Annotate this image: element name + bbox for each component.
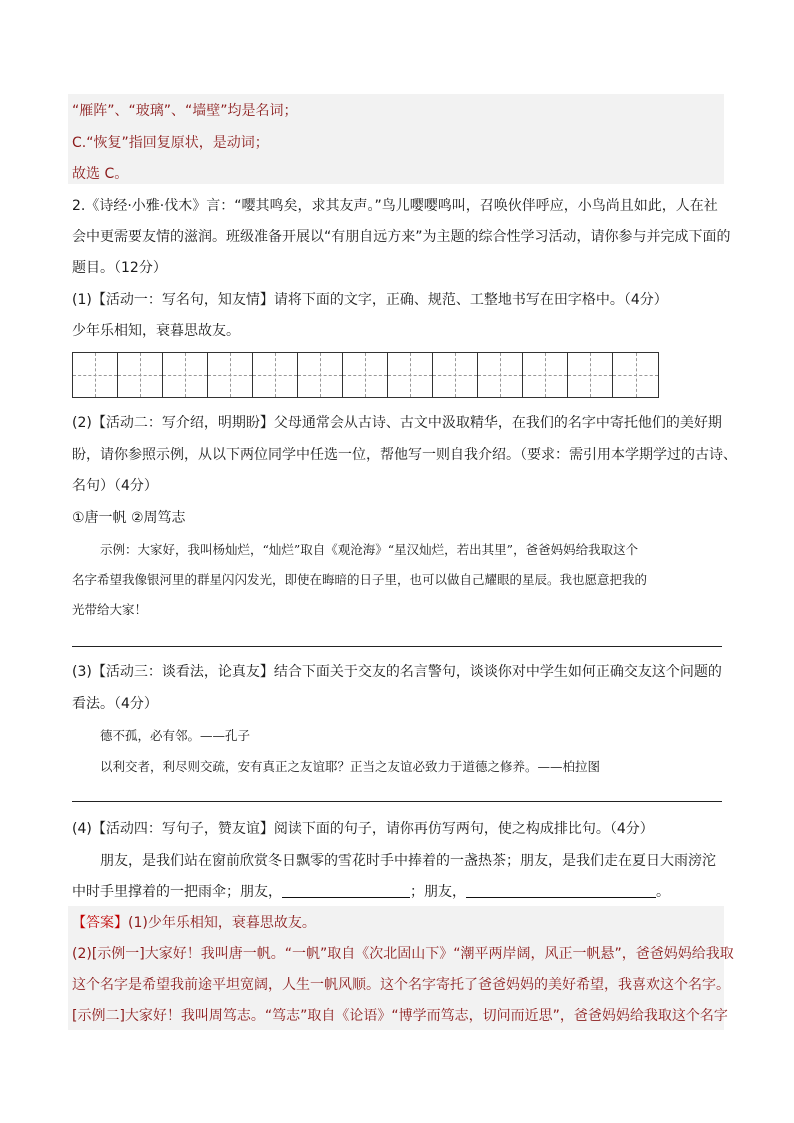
answer-2-line-1: (2)[示例一]大家好！我叫唐一帆。“一帆”取自《次北固山下》“潮平两岸阔，风正一帆悬”，爸爸妈妈给我取	[72, 946, 734, 962]
activity-2-options: ①唐一帆 ②周笃志	[72, 510, 186, 526]
quote-confucius: 德不孤，必有邻。——孔子	[100, 728, 251, 743]
grid-cell[interactable]	[253, 353, 298, 397]
grid-cell[interactable]	[613, 353, 658, 397]
grid-cell[interactable]	[343, 353, 388, 397]
answer-top-line-2: C.“恢复”指回复原状，是动词；	[72, 135, 269, 151]
grid-cell[interactable]	[478, 353, 523, 397]
sentence-2-part-c: 。	[656, 884, 670, 900]
grid-cell[interactable]	[118, 353, 163, 397]
grid-cell[interactable]	[388, 353, 433, 397]
answer-line-activity-3[interactable]	[72, 801, 722, 802]
question-intro-line-1: 2.《诗经·小雅·伐木》言：“嘤其鸣矣，求其友声。”鸟儿嘤嘤鸣叫，召唤伙伴呼应，小鸟尚且如此，人在社	[72, 198, 718, 214]
sentence-2-part-b: ；朋友，	[410, 884, 466, 900]
activity-1-text: 少年乐相知，衰暮思故友。	[72, 323, 240, 339]
grid-cell[interactable]	[298, 353, 343, 397]
activity-2-line-3: 名句）（4分）	[72, 478, 158, 494]
grid-cell[interactable]	[208, 353, 253, 397]
answer-top-line-1: “雁阵”、“玻璃”、“墙壁”均是名词；	[72, 103, 298, 119]
activity-2-line-1: (2)【活动二：写介绍，明期盼】父母通常会从古诗、古文中汲取精华，在我们的名字中寄托他们的美好期	[72, 415, 722, 431]
answer-2-line-2: 这个名字是希望我前途平坦宽阔，人生一帆风顺。这个名字寄托了爸爸妈妈的美好希望，我喜欢这个名字。	[72, 977, 730, 993]
sentence-2-part-a: 中时手里撑着的一把雨伞；朋友，	[72, 884, 282, 900]
activity-3-line-1: (3)【活动三：谈看法，论真友】结合下面关于交友的名言警句，谈谈你对中学生如何正确交友这个问题的	[72, 664, 722, 680]
question-intro-line-3: 题目。（12分）	[72, 260, 167, 276]
activity-4-sentence-2	[72, 882, 722, 902]
activity-2-line-2: 盼，请你参照示例，从以下两位同学中任选一位，帮他写一则自我介绍。（要求：需引用本学期学过的古诗、	[72, 447, 737, 463]
sample-line-1: 示例：大家好，我叫杨灿烂，“灿烂”取自《观沧海》“星汉灿烂，若出其里”，爸爸妈妈给我取这个	[100, 542, 639, 557]
grid-cell[interactable]	[73, 353, 118, 397]
activity-1-instruction: (1)【活动一：写名句，知友情】请将下面的文字，正确、规范、工整地书写在田字格中。（4分）	[72, 292, 668, 308]
grid-cell[interactable]	[523, 353, 568, 397]
tianzige-grid	[72, 352, 659, 398]
quote-plato: 以利交者，利尽则交疏，安有真正之友谊耶？正当之友谊必致力于道德之修养。——柏拉图	[100, 759, 601, 774]
activity-4-sentence-1: 朋友，是我们站在窗前欣赏冬日飘零的雪花时手中捧着的一盏热茶；朋友，是我们走在夏日大雨滂沱	[100, 853, 716, 869]
grid-cell[interactable]	[433, 353, 478, 397]
sample-line-2: 名字希望我像银河里的群星闪闪发光，即使在晦暗的日子里，也可以做自己耀眼的星辰。我也愿意把我的	[72, 572, 648, 587]
fill-blank-2[interactable]	[466, 883, 656, 898]
answer-tag: 【答案】	[72, 915, 128, 931]
fill-blank-1[interactable]	[282, 883, 410, 898]
grid-cell[interactable]	[163, 353, 208, 397]
activity-4-instruction: (4)【活动四：写句子，赞友谊】阅读下面的句子，请你再仿写两句，使之构成排比句。（4分）	[72, 821, 654, 837]
answer-1	[72, 913, 722, 933]
sample-line-3: 光带给大家！	[72, 602, 148, 617]
answer-1-text: (1)少年乐相知，衰暮思故友。	[128, 915, 316, 931]
grid-cell[interactable]	[568, 353, 613, 397]
answer-2-line-3: [示例二]大家好！我叫周笃志。“笃志”取自《论语》“博学而笃志，切问而近思”，爸爸妈妈给我取这个名字	[72, 1008, 728, 1024]
answer-line-activity-2[interactable]	[72, 646, 722, 647]
activity-3-line-2: 看法。（4分）	[72, 696, 158, 712]
question-intro-line-2: 会中更需要友情的滋润。班级准备开展以“有朋自远方来”为主题的综合性学习活动，请你参与并完成下面的	[72, 229, 731, 245]
answer-top-line-3: 故选 C。	[72, 166, 129, 182]
